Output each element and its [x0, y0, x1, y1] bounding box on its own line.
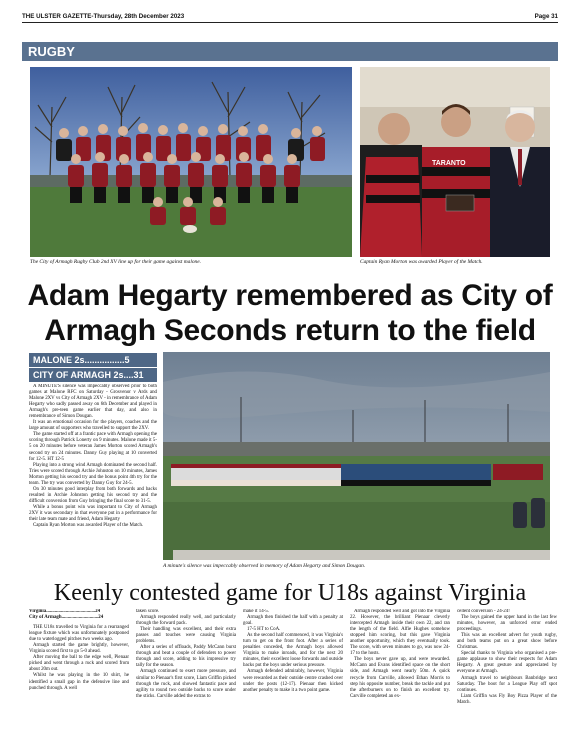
score-line-malone	[29, 353, 157, 367]
paragraph: Their handling was excellent, and their extra passes and touches were causing Virginia problems.	[136, 627, 236, 645]
paragraph: THE U18s travelled to Virginia for a rearranged league fixture which was unfortunately postponed due to waterlogged pitches two weeks ago.	[29, 625, 129, 643]
article-body	[29, 384, 157, 576]
article2-column-4	[350, 609, 450, 731]
paragraph: After moving the ball to the edge well, Pienaar picked and went through a ruck and scored from about 20m out.	[29, 655, 129, 673]
paragraph: A MINUTE'S silence was impeccably observed prior to both games at Malone RFC on Saturday - Grosvenor v Ards and Malone 2XV vs City of Armagh 2XV - in remembrance of Adam Hegarty who sadly passed away on 6th December and played in Armagh's pre-teen game earlier that day, and also in remembrance of Simon Dougan.	[29, 384, 157, 420]
paragraph: As the second half commenced, it was Virginia's turn to get on the front foot. After a series of penalties conceded, the Armagh boys allowed Virginia to make inroads, and for the next 20 minutes, their excellent loose forwards and outside backs put the boys under serious pressure.	[243, 633, 343, 669]
team-name: City of Armagh	[29, 615, 62, 621]
paragraph: After a series of offloads, Paddy McCann burst through and beat a couple of defenders to power through and score, adding to his impressive try tally for the season.	[136, 645, 236, 669]
score-dots: ........................................	[46, 609, 96, 614]
secondary-headline: Keenly contested game for U18s against Virginia	[53, 580, 527, 606]
score-dots: ....	[123, 370, 134, 380]
paragraph: Armagh then finished the half with a penalty at goal.	[243, 615, 343, 627]
minute-silence-caption: A minute's silence was impeccably observed in memory of Adam Hegarty and Simon Dougan.	[163, 563, 366, 569]
shirt-sponsor: TARANTO	[432, 160, 466, 167]
paragraph: Armagh responded really well, and particularly through the forward pack.	[136, 615, 236, 627]
score-dots: ................	[84, 355, 125, 365]
paragraph: make it 14-5.	[243, 609, 269, 614]
paragraph: cellent conversion - 24-24!	[457, 609, 510, 614]
header-rule	[22, 22, 558, 23]
team-photo	[30, 67, 352, 257]
article2-column-2	[136, 609, 236, 731]
paragraph: Liam Griffin was Fly Boy Pizza Player of the Match.	[457, 693, 557, 705]
paragraph: Whilst he was playing in the 10 shirt, he identified a small gap in the defensive line and punched through. A well	[29, 673, 129, 691]
paragraph: On 30 minutes good interplay from both forwards and backs resulted in Archie Johnston getting his second try and the difficult conversion from Guy bringing the final score to 31-5.	[29, 486, 157, 504]
section-banner: RUGBY	[22, 42, 558, 61]
paragraph: Armagh responded well and got into the Virginia 22. However, the brilliant Pienaar cleverly intercepted Armagh inside their own 22, and ran the length of the field. Alfie Hughes somehow stopped him scoring, but this gave Virginia another opportunity, which they eventually took. The score, with seven minutes to go, was now 24-17 to the hosts.	[350, 609, 450, 657]
team-photo-caption: The City of Armagh Rugby Club 2nd XV line up for their game against malone.	[30, 259, 201, 265]
paragraph: Armagh continued to exert more pressure, and similar to Pienaar's first score, Liam Griffin picked through the ruck, and showed fantastic pace and agility to round two outside backs to score under the sticks. Carville added the extras to	[136, 669, 236, 699]
publication-date: THE ULSTER GAZETTE-Thursday, 28th December 2023	[22, 13, 185, 20]
page-header	[22, 13, 558, 20]
team-score: 24	[95, 609, 101, 614]
paragraph: The game started off at a frantic pace with Armagh opening the scoring through Patrick Lonerty on 9 minutes. Malone made it 5-5 on 20 minutes before veteran James Morton scored Armagh's second try on 24 minutes. Danny Guy playing at 10 converted for 12-5. HT 12-5	[29, 432, 157, 462]
paragraph: This was an excellent advert for youth rugby, and both teams put on a great show before Christmas.	[457, 633, 557, 651]
paragraph: taken score.	[136, 609, 160, 614]
paragraph: Playing into a strong wind Armagh dominated the second half. Tries were scored through Archie Johnston on 10 minutes, James Morton getting his second try and the bonus point 4th try for the team. The try was converted by Danny Guy for 24-5.	[29, 462, 157, 486]
paragraph: The boys never gave up, and were rewarded. McCann and Evans identified space on the short side, and Armagh went nearly 50m. A quick recycle from Carville, allowed Ethan Morris to step his opposite number, break the tackle and put the afterburners on to finish an excellent try. Carville completed an ex-	[350, 657, 450, 699]
paragraph: Armagh travel to neighbours Banbridge next Saturday. The boot for a League Play off spot continues.	[457, 675, 557, 693]
minute-silence-photo	[163, 352, 550, 560]
score-dots: ..............................	[61, 615, 99, 621]
team-score: 5	[124, 355, 130, 365]
page-number: Page 31	[534, 13, 558, 20]
article2-column-1	[29, 609, 129, 731]
team-score: 31	[133, 370, 144, 380]
paragraph: Captain Ryan Morton was awarded Player of the Match.	[33, 523, 144, 529]
paragraph: The boys gained the upper hand in the last few minutes, however, an unforced error ended proceedings.	[457, 615, 557, 633]
article2-column-3	[243, 609, 343, 731]
paragraph: It was an emotional occasion for the players, coaches and the large amount of supporters who travelled to support the 2XV.	[29, 420, 157, 432]
paragraph: While a bonus point win was important to City of Armagh 2XV it was secondary in that everyone put in a performance for their late team mate and friend, Adam Hegarty	[29, 504, 157, 523]
paragraph: Armagh started the game brightly, however, Virginia scored first to go 5-0 ahead.	[29, 643, 129, 655]
player-of-match-caption: Captain Ryan Morton was awarded Player of the Match.	[360, 259, 483, 265]
player-of-match-photo	[360, 67, 550, 257]
paragraph: Armagh defended admirably, however, Virginia were rewarded as their outside centre crashed over under the posts (12-17). Pienaar then kicked another penalty to make it a two point game.	[243, 669, 343, 693]
paragraph: 17-5 HT to CoA.	[247, 627, 281, 633]
team-name: MALONE 2s	[33, 355, 85, 365]
paragraph: Special thanks to Virginia who organised a pre-game applause to show their respects for Adam Hegarty. A great gesture and appreciated by everyone at Armagh.	[457, 651, 557, 675]
main-headline: Adam Hegarty remembered as City of Armagh Seconds return to the field	[27, 279, 553, 347]
article2-column-5	[457, 609, 557, 731]
team-name: Virginia	[29, 609, 47, 614]
team-score: 24	[98, 615, 104, 621]
score-line-armagh	[29, 368, 157, 382]
team-name: CITY OF ARMAGH 2s	[33, 370, 124, 380]
